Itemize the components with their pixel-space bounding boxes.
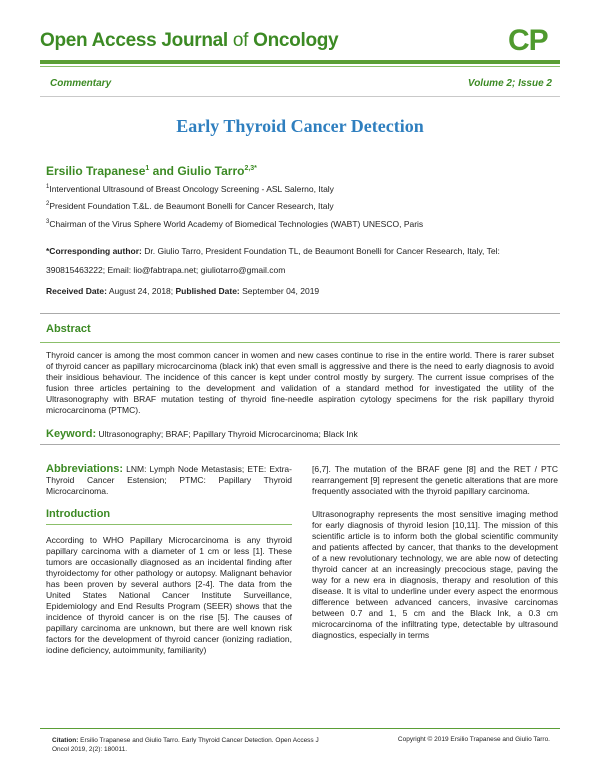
journal-of: of [232, 30, 249, 51]
author-list [46, 164, 257, 178]
footer-rule [40, 728, 560, 729]
volume-issue: Volume 2; Issue 2 [467, 78, 552, 89]
abstract-rule [40, 342, 560, 343]
header-rule-thin [40, 66, 560, 67]
right-column [312, 464, 558, 653]
abstract-text: Thyroid cancer is among the most common cancer in women and new cases continue to rise in the entire world. There is rarer subset of thyroid cancer as papillary microcarcinoma (black ink) that even small is aggressive and there is the need to early diagnosis to avoid their insidious behaviour. The incidence of this cancer is kept under control mostly by surgery. The current issue comprises of the fusion three articles pertaining to the development and validation of a standard method for investigated the utility of the Ultrasonography with BRAF mutation testing of thyroid fine-needle aspiration cytology specimens for the risk papillary thyroid microcarcinoma (PTMC). [46, 350, 554, 415]
header-rule [40, 60, 560, 64]
introduction-rule [46, 524, 292, 525]
author-1-sup: 1 [145, 165, 150, 172]
abbreviations [46, 464, 292, 497]
received-date: August 24, 2018; [108, 286, 174, 296]
affiliation-2-sup: 2 [46, 201, 50, 208]
citation-label: Citation: [52, 737, 79, 744]
journal-title [40, 30, 338, 52]
author-2-sup: 2,3* [244, 165, 257, 172]
affiliation-2 [46, 201, 334, 211]
journal-subject: Oncology [253, 30, 339, 51]
author-and: and [152, 164, 174, 178]
left-column [46, 464, 292, 668]
published-label: Published Date: [175, 286, 240, 296]
introduction-heading: Introduction [46, 508, 111, 520]
affiliation-3 [46, 219, 423, 229]
affiliation-1-text: Interventional Ultrasound of Breast Oncology Screening - ASL Salerno, Italy [49, 184, 334, 194]
corresponding-author [46, 242, 556, 280]
affiliation-2-text: President Foundation T.&L. de Beaumont Bonelli for Cancer Research, Italy [49, 201, 334, 211]
citation [52, 736, 322, 754]
affiliation-1-sup: 1 [46, 184, 50, 191]
abstract-heading: Abstract [46, 323, 91, 335]
author-2: Giulio Tarro [177, 164, 245, 178]
introduction-text: According to WHO Papillary Microcarcinoma is any thyroid papillary carcinoma with a diameter of 1 cm or less [1]. These tumors are occasionally diagnosed as an incidental finding after thyroidectomy for other pathology or autopsy. Malignant behavior has been proven by several authors [2-4]. The data from the United States National Cancer Institute Surveillance, Epidemiology and End Results Program (SEER) shows that the incidence of thyroid cancer is on the rise [5]. The causes of papillary carcinoma are unknown, but there are well known risk factors for the development of thyroid cancer (ionizing radiation, iodine deficiency, autoimmunity, familiarity) [46, 535, 292, 655]
author-1: Ersilio Trapanese [46, 164, 146, 178]
keywords [46, 428, 554, 440]
affiliation-3-text: Chairman of the Virus Sphere World Academy of Biomedical Technologies (WABT) UNESCO, Paris [49, 219, 424, 229]
keyword-label: Keyword: [46, 428, 97, 440]
corresponding-text: Dr. Giulio Tarro, President Foundation TL, de Beaumont Bonelli for Cancer Research, Italy, Tel: 390815463222; Email: lio@fabtrapa.net; giuliotarro@gmail.com [46, 246, 500, 275]
corresponding-label: *Corresponding author: [46, 246, 142, 256]
article-type: Commentary [50, 78, 112, 89]
type-rule [40, 96, 560, 97]
received-label: Received Date: [46, 286, 107, 296]
affiliation-3-sup: 3 [46, 219, 50, 226]
right-paragraph-2: Ultrasonography represents the most sensitive imaging method for early diagnosis of thyroid lesion [10,11]. The mission of this scientific article is to inform both the global scientific community and patients affected by cancer, that thanks to the development of a new revolutionary technology, we are able now of detecting thyroid cancer at an increasingly precocious stage, paving the way for a new era in diagnosis, therapy and resolution of this disease. It is vital to underline under every aspect the enormous difference between advanced cancers, invasive carcinomas between 0.7 and 1, 5 cm and the Black Ink, a 0.3 cm microcarcinoma of the infiltrating type, detectable by ultrasound diagnostics, especially in terms [312, 509, 558, 640]
right-paragraph-1: [6,7]. The mutation of the BRAF gene [8] and the RET / PTC rearrangement [9] represent the genetic alterations that are more frequently associated with the thyroid papillary carcinoma. [312, 464, 558, 496]
affiliation-1 [46, 184, 334, 194]
copyright: Copyright © 2019 Ersilio Trapanese and Giulio Tarro. [397, 736, 550, 743]
paper-title: Early Thyroid Cancer Detection [176, 116, 424, 136]
abbreviations-label: Abbreviations: [46, 463, 124, 475]
journal-prefix: Open Access Journal [40, 30, 228, 51]
published-date: September 04, 2019 [242, 286, 320, 296]
citation-text: Ersilio Trapanese and Giulio Tarro. Early Thyroid Cancer Detection. Open Access J Oncol 2019, 2(2): 180011. [52, 737, 319, 753]
abbreviations-text: LNM: Lymph Node Metastasis; ETE: Extra-Thyroid Cancer Estension; PTMC: Papillary Thyroid Microcarcinoma. [46, 464, 292, 496]
journal-logo: CP [508, 24, 548, 57]
article-dates [46, 286, 319, 296]
keyword-list: Ultrasonography; BRAF; Papillary Thyroid Microcarcinoma; Black Ink [98, 429, 358, 439]
